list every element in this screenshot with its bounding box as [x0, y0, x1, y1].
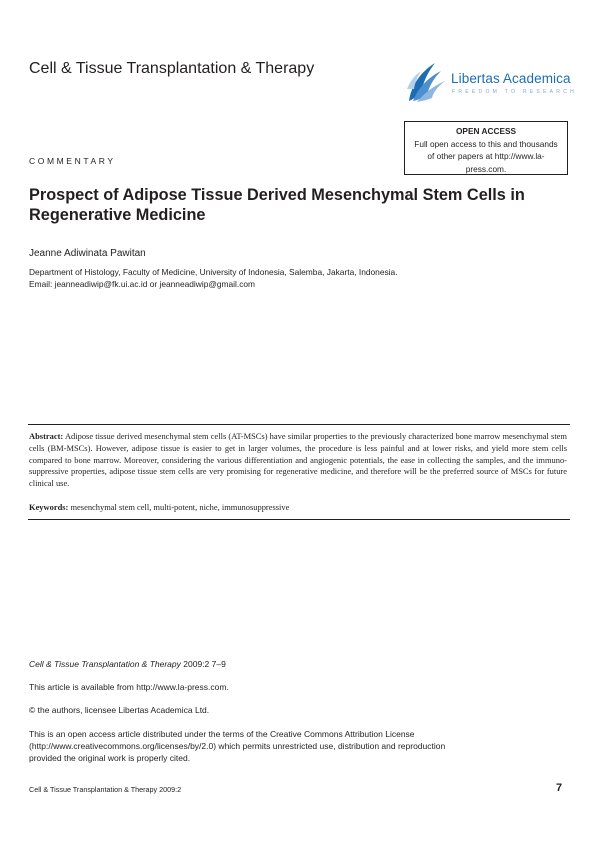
keywords — [29, 502, 567, 512]
author-name: Jeanne Adiwinata Pawitan — [29, 248, 146, 259]
license-line: This is an open access article distributed under the terms of the Creative Commons Attribution License — [29, 729, 415, 739]
author-affiliation — [29, 266, 398, 290]
license-note — [29, 728, 445, 764]
author-email: Email: jeanneadiwip@fk.ui.ac.id or jeanneadiwip@gmail.com — [29, 279, 256, 289]
article-title: Prospect of Adipose Tissue Derived Mesenchymal Stem Cells in Regenerative Medicine — [29, 186, 525, 224]
journal-title: Cell & Tissue Transplantation & Therapy — [29, 60, 315, 77]
open-access-body: Full open access to this and thousands of other papers at http://www.la-press.com. — [414, 138, 558, 174]
abstract-text: Adipose tissue derived mesenchymal stem cells (AT-MSCs) have similar properties to the previously characterized bone marrow mesenchymal stem cells (BM-MSCs). However, adipose tissue is easier to get in larger volumes, the procedure is less painful and at lower risks, and yield more stem cells compared to bone marrow. Moreover, considering the various differentiation and angiogenic potentials, the ease in collecting the samples, and the immuno-suppressive properties, adipose tissue stem cells are very promising for regenerative medicine, and therefore will be the preferred source of MSCs for future clinical use. — [29, 431, 567, 489]
open-access-box — [404, 121, 568, 175]
license-line: provided the original work is properly cited. — [29, 753, 191, 763]
affiliation-text: Department of Histology, Faculty of Medicine, University of Indonesia, Salemba, Jakarta, Indonesia. — [29, 267, 398, 277]
keywords-label: Keywords: — [29, 502, 69, 512]
abstract-top-rule — [28, 424, 570, 425]
page-number: 7 — [556, 782, 563, 794]
keywords-text: mesenchymal stem cell, multi-potent, niche, immunosuppressive — [70, 502, 290, 512]
abstract — [29, 431, 567, 490]
copyright-note: © the authors, licensee Libertas Academica Ltd. — [29, 705, 210, 715]
availability-note: This article is available from http://www.la-press.com. — [29, 682, 229, 692]
abstract-bottom-rule — [28, 519, 570, 520]
citation-journal: Cell & Tissue Transplantation & Therapy — [29, 659, 181, 669]
license-line: (http://www.creativecommons.org/licenses/by/2.0) which permits unrestricted use, distribution and reproduction — [29, 741, 446, 751]
logo-wordmark: Libertas Academica — [451, 71, 571, 86]
article-type: COMMENTARY — [29, 156, 116, 166]
open-access-title: OPEN ACCESS — [455, 126, 517, 136]
citation — [29, 659, 226, 669]
citation-volume: 2009:2 7–9 — [183, 659, 226, 669]
logo-tagline: FREEDOM TO RESEARCH — [452, 89, 578, 95]
abstract-label: Abstract: — [29, 431, 64, 441]
footer-journal: Cell & Tissue Transplantation & Therapy 2009:2 — [29, 785, 182, 794]
